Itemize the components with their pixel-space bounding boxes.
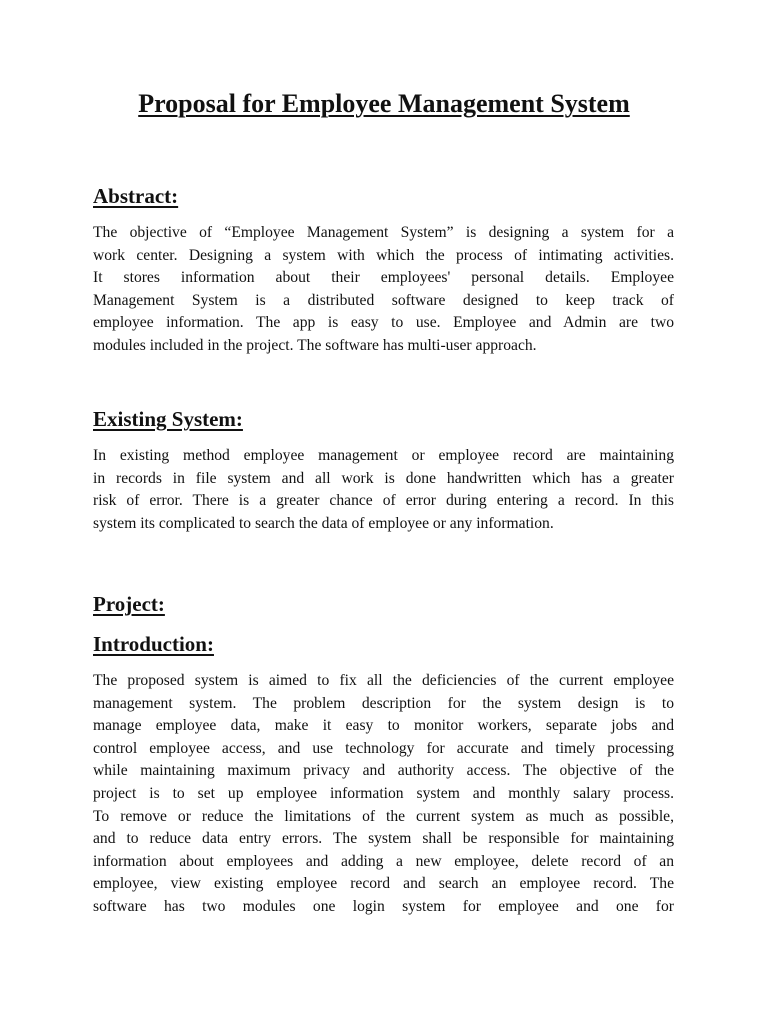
- introduction-paragraph: [93, 670, 674, 919]
- paragraph-line: employee information. The app is easy to use. Employee and Admin are two: [93, 314, 674, 332]
- paragraph-line: software has two modules one login system for employee and one for: [93, 897, 674, 915]
- paragraph-line: system its complicated to search the data of employee or any information.: [93, 514, 554, 532]
- introduction-heading: Introduction:: [93, 632, 214, 656]
- document-title: Proposal for Employee Management System: [138, 89, 630, 118]
- paragraph-line: in records in file system and all work is done handwritten which has a greater: [93, 469, 674, 487]
- existing-system-heading: Existing System:: [93, 407, 243, 431]
- paragraph-line: work center. Designing a system with which the process of intimating activities.: [93, 246, 674, 264]
- paragraph-line: modules included in the project. The software has multi-user approach.: [93, 336, 537, 354]
- paragraph-line: management system. The problem description for the system design is to: [93, 694, 674, 712]
- paragraph-line: Management System is a distributed software designed to keep track of: [93, 291, 674, 309]
- paragraph-line: while maintaining maximum privacy and authority access. The objective of the: [93, 762, 674, 780]
- paragraph-line: information about employees and adding a new employee, delete record of an: [93, 852, 674, 870]
- paragraph-line: and to reduce data entry errors. The system shall be responsible for maintaining: [93, 830, 674, 848]
- abstract-heading: Abstract:: [93, 184, 179, 208]
- paragraph-line: The proposed system is aimed to fix all the deficiencies of the current employee: [93, 672, 674, 689]
- paragraph-line: It stores information about their employees' personal details. Employee: [93, 269, 674, 287]
- paragraph-line: To remove or reduce the limitations of the current system as much as possible,: [93, 807, 674, 825]
- abstract-paragraph: [93, 222, 674, 358]
- paragraph-line: project is to set up employee information system and monthly salary process.: [93, 784, 674, 802]
- paragraph-line: employee, view existing employee record and search an employee record. The: [93, 875, 674, 893]
- paragraph-line: control employee access, and use technology for accurate and timely processing: [93, 739, 674, 757]
- paragraph-line: The objective of “Employee Management System” is designing a system for a: [93, 224, 674, 241]
- existing-system-paragraph: [93, 445, 674, 535]
- paragraph-line: risk of error. There is a greater chance of error during entering a record. In this: [93, 492, 674, 510]
- paragraph-line: manage employee data, make it easy to monitor workers, separate jobs and: [93, 717, 674, 735]
- paragraph-line: In existing method employee management or employee record are maintaining: [93, 447, 674, 464]
- project-heading: Project:: [93, 592, 165, 616]
